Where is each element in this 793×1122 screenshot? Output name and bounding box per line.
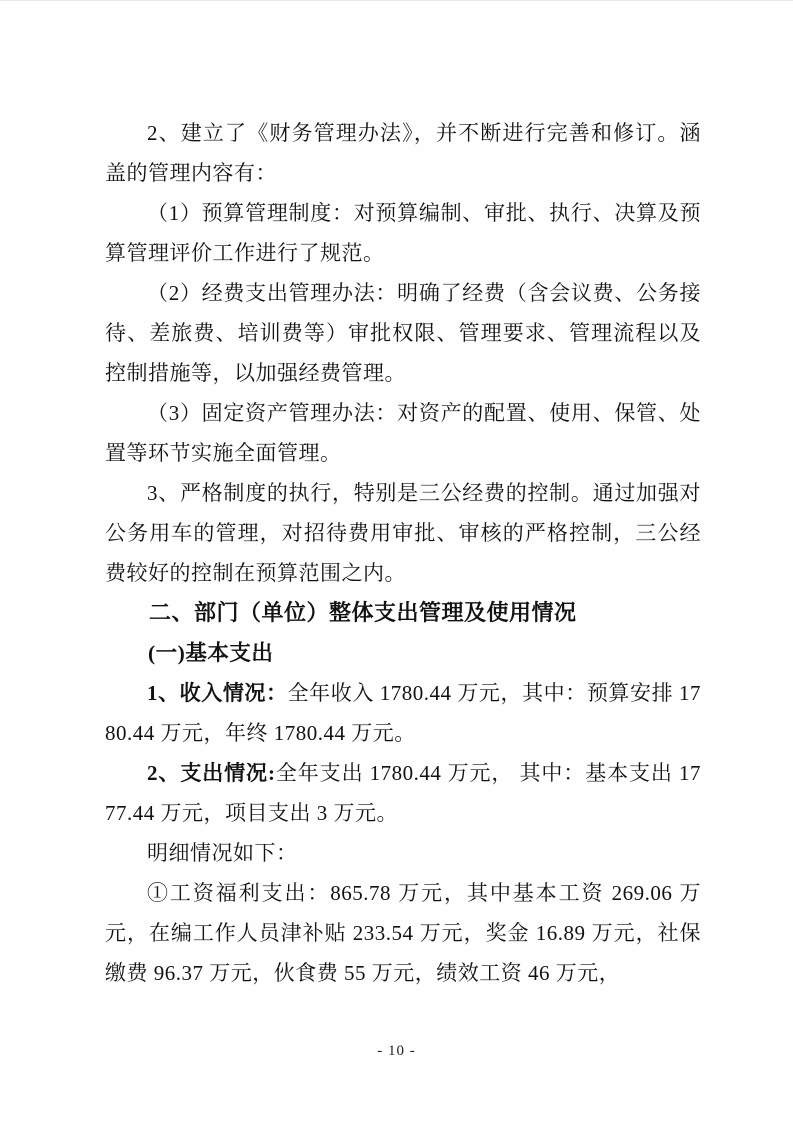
paragraph-details-intro: 明细情况如下： xyxy=(147,841,298,865)
paragraph-expense-measures: （2）经费支出管理办法：明确了经费（含会议费、公务接待、差旅费、培训费等）审批权限、管理要求、管理流程以及控制措施等，以加强经费管理。 xyxy=(105,281,701,385)
income-lead-label: 1、收入情况： xyxy=(147,681,288,705)
expenditure-lead-label: 2、支出情况: xyxy=(147,761,276,785)
expenditure-detail-text: 全年支出 1780.44 万元， 其中：基本支出 1777.44 万元，项目支出 3 万元。 xyxy=(105,761,701,825)
paragraph-budget-system: （1）预算管理制度：对预算编制、审批、执行、决算及预算管理评价工作进行了规范。 xyxy=(105,201,701,265)
section-heading-two: 二、部门（单位）整体支出管理及使用情况 xyxy=(149,600,577,625)
income-detail-text: 全年收入 1780.44 万元，其中：预算安排 1780.44 万元，年终 1780.44 万元。 xyxy=(105,681,702,745)
paragraph-strict-execution: 3、严格制度的执行，特别是三公经费的控制。通过加强对公务用车的管理，对招待费用审批、审核的严格控制，三公经费较好的控制在预算范围之内。 xyxy=(105,481,701,585)
paragraph-income xyxy=(105,673,701,753)
paragraph-expenditure xyxy=(105,753,701,833)
paragraph-finance-measures: 2、建立了《财务管理办法》，并不断进行完善和修订。涵盖的管理内容有： xyxy=(105,121,701,185)
document-body xyxy=(105,113,701,993)
page-number: - 10 - xyxy=(377,1043,416,1059)
subsection-heading-basic-expenditure: (一)基本支出 xyxy=(148,641,274,665)
paragraph-asset-measures: （3）固定资产管理办法：对资产的配置、使用、保管、处置等环节实施全面管理。 xyxy=(105,401,701,465)
paragraph-salary-welfare: ①工资福利支出：865.78 万元，其中基本工资 269.06 万元，在编工作人员津补贴 233.54 万元，奖金 16.89 万元，社保缴费 96.37 万元，伙食费 55 万元，绩效工资 46 万元， xyxy=(105,881,701,985)
